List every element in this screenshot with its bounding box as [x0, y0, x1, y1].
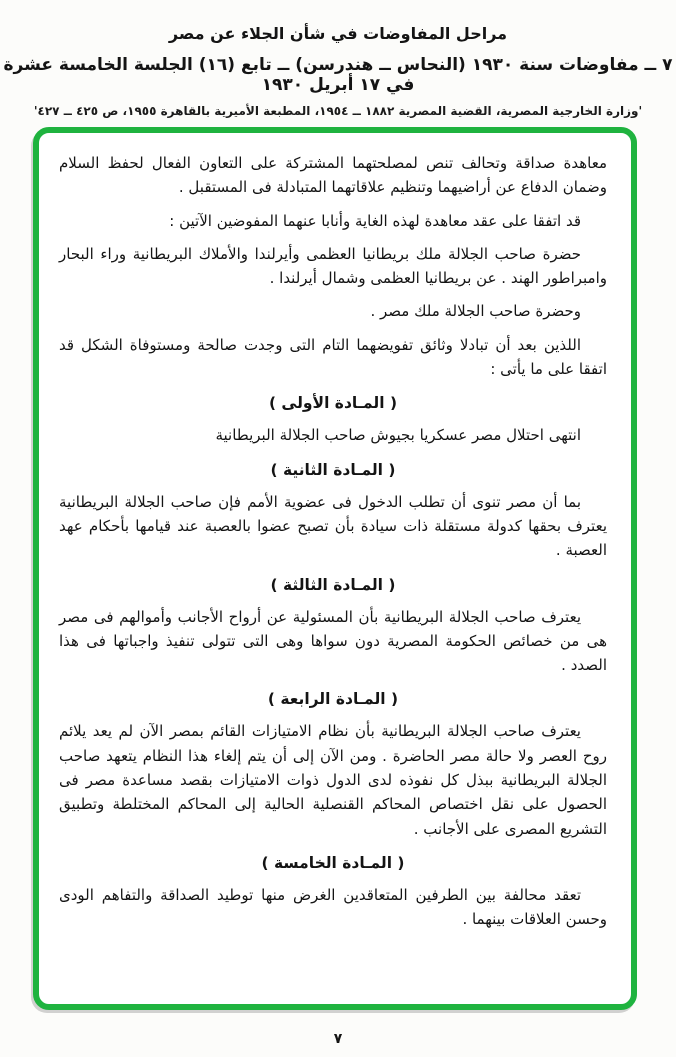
session-heading: ٧ ــ مفاوضات سنة ١٩٣٠ (النحاس ــ هندرسن) ــ تابع (١٦) الجلسة الخامسة عشرة في ١٧ أبريل ١٩٣٠ [3, 55, 673, 95]
egyptian-monarch-paragraph: وحضرة صاحب الجلالة ملك مصر . [370, 302, 581, 321]
page-footer [0, 1028, 676, 1047]
page-number: ٧ [333, 1031, 343, 1047]
page-header [0, 0, 676, 118]
article-4-paragraph: يعترف صاحب الجلالة البريطانية بأن نظام الامتيازات القائم بمصر الآن لم يعد يلائم روح العصر ولا حالة مصر الحاضرة . ومن الآن إلى أن يتم إلغاء هذا النظام يتعهد صاحب الجلالة البريطانية ببذل كل نفوذه لدى الدول ذوات الامتيازات بقصد مساعدة مصر فى الحصول على نقل اختصاص المحاكم القنصلية الحالية إلى المحاكم المختلطة وتطبيق التشريع المصرى على الأجانب . [59, 722, 607, 838]
article-5-paragraph: تعقد محالفة بين الطرفين المتعاقدين الغرض منها توطيد الصداقة والتفاهم الودى وحسن العلاقات بينهما . [59, 885, 607, 929]
british-monarch-paragraph: حضرة صاحب الجلالة ملك بريطانيا العظمى وأيرلندا والأملاك البريطانية وراء البحار وامبراطور الهند . عن بريطانيا العظمى وشمال أيرلندا . [59, 244, 607, 288]
treaty-agreement-paragraph: قد اتفقا على عقد معاهدة لهذه الغاية وأنابا عنهما المفوضين الآتين : [169, 211, 581, 230]
source-citation: 'وزارة الخارجية المصرية، القضية المصرية ١٨٨٢ ــ ١٩٥٤، المطبعة الأميرية بالقاهرة ١٩٥٥، ص ٤٢٥ ــ ٤٢٧' [33, 104, 643, 118]
article-1-paragraph: انتهى احتلال مصر عسكريا بجيوش صاحب الجلالة البريطانية [215, 426, 581, 445]
highlighted-treaty-box [33, 127, 637, 1010]
treaty-preamble-paragraph: معاهدة صداقة وتحالف تنص لمصلحتهما المشتركة على التعاون الفعال لحفظ السلام وضمان الدفاع عن أراضيهما وتنظيم علاقاتهما المتبادلة فى المستقبل . [59, 154, 607, 197]
article-5-heading: ( المـادة الخامسة ) [261, 853, 405, 872]
article-2-paragraph: بما أن مصر تنوى أن تطلب الدخول فى عضوية الأمم فإن صاحب الجلالة البريطانية يعترف بحقها كدولة مستقلة ذات سيادة بأن تصبح عضوا بالعصبة عند قيامها بأحكام عهد العصبة . [59, 492, 607, 560]
article-3-paragraph: يعترف صاحب الجلالة البريطانية بأن المسئولية عن أرواح الأجانب وأموالهم فى مصر هى من خصائص الحكومة المصرية دون سواها وهى التى تتولى تنفيذ واجباتها فى هذا الصدد . [59, 607, 607, 675]
article-4-heading: ( المـادة الرابعة ) [267, 690, 399, 709]
article-2-heading: ( المـادة الثانية ) [270, 460, 396, 479]
article-1-heading: ( المـادة الأولى ) [268, 394, 398, 413]
document-title: مراحل المفاوضات في شأن الجلاء عن مصر [168, 24, 508, 43]
article-3-heading: ( المـادة الثالثة ) [270, 575, 396, 594]
credentials-paragraph: اللذين بعد أن تبادلا وثائق تفويضهما التام التى وجدت صالحة ومستوفاة الشكل قد اتفقا على ما يأتى : [59, 335, 607, 379]
